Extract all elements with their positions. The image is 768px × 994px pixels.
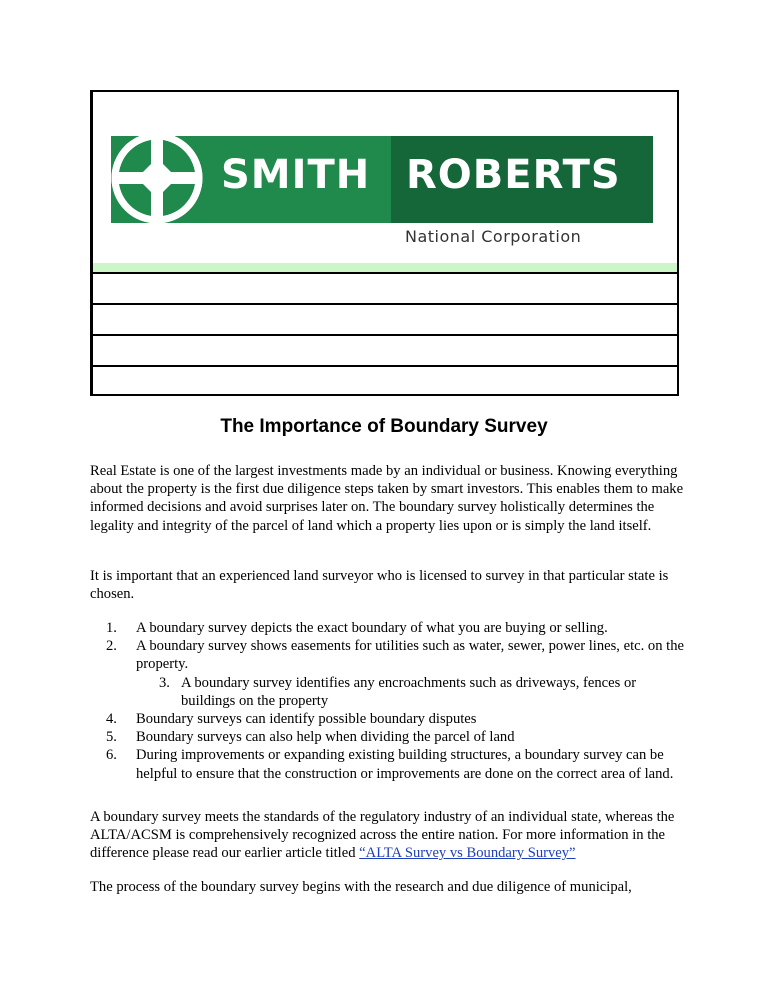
- list-number: 5.: [106, 729, 117, 746]
- table-row-divider: [93, 334, 677, 336]
- list-item: [90, 674, 685, 710]
- list-item-text: A boundary survey shows easements for utilities such as water, sewer, power lines, etc. on the property.: [136, 638, 684, 673]
- logo-text-smith: SMITH: [221, 152, 371, 198]
- letterhead-box: [90, 90, 679, 396]
- list-number: 6.: [106, 747, 117, 764]
- list-number: 1.: [106, 620, 117, 636]
- paragraph: [90, 462, 685, 535]
- list-item: [90, 728, 685, 746]
- table-row-divider: [93, 365, 677, 367]
- paragraph-text: The process of the boundary survey begins with the research and due diligence of municipal,: [90, 879, 632, 895]
- paragraph-text: Real Estate is one of the largest investments made by an individual or business. Knowing everything about the property is the first due diligence steps taken by smart investors. This enables them to make informed decisions and avoid surprises later on. The boundary survey holistically determines the legality and integrity of the parcel of land which a property lies upon or is simply the land itself.: [90, 463, 684, 534]
- paragraph: [90, 808, 685, 863]
- article-title: The Importance of Boundary Survey: [220, 416, 548, 437]
- logo-strip: [93, 263, 677, 272]
- list-item: [90, 710, 685, 728]
- paragraph-text: [90, 808, 685, 863]
- compass-emblem-icon: [111, 132, 203, 224]
- paragraph: [90, 567, 685, 603]
- paragraph-text: It is important that an experienced land surveyor who is licensed to survey in that particular state is chosen.: [90, 568, 669, 603]
- list-item: [90, 619, 685, 637]
- logo: [93, 92, 677, 263]
- alta-vs-boundary-link[interactable]: “ALTA Survey vs Boundary Survey”: [359, 845, 576, 862]
- paragraph-text-span: A boundary survey meets the standards of the regulatory industry of an individual state, whereas the ALTA/ACSM is comprehensively recognized across the entire nation. For more information in the difference please read our earlier article titled: [90, 809, 675, 862]
- benefits-list: [90, 619, 685, 783]
- list-item-text: During improvements or expanding existing building structures, a boundary survey can be helpful to ensure that the construction or improvements are done on the correct area of land.: [136, 747, 674, 782]
- logo-text-roberts: ROBERTS: [406, 152, 621, 198]
- list-item-text: A boundary survey depicts the exact boundary of what you are buying or selling.: [136, 620, 608, 636]
- list-number: 4.: [106, 711, 117, 728]
- list-item-text: Boundary surveys can also help when dividing the parcel of land: [136, 729, 515, 746]
- paragraph: [90, 878, 685, 896]
- list-item-text: A boundary survey identifies any encroachments such as driveways, fences or buildings on the property: [181, 674, 637, 709]
- logo-subtitle: National Corporation: [405, 227, 582, 246]
- table-row-divider: [93, 272, 677, 274]
- list-number: 3.: [159, 674, 170, 691]
- list-item: [90, 746, 685, 782]
- list-item: [90, 637, 685, 673]
- table-row-divider: [93, 303, 677, 305]
- list-number: 2.: [106, 638, 117, 655]
- list-item-text: Boundary surveys can identify possible boundary disputes: [136, 711, 477, 728]
